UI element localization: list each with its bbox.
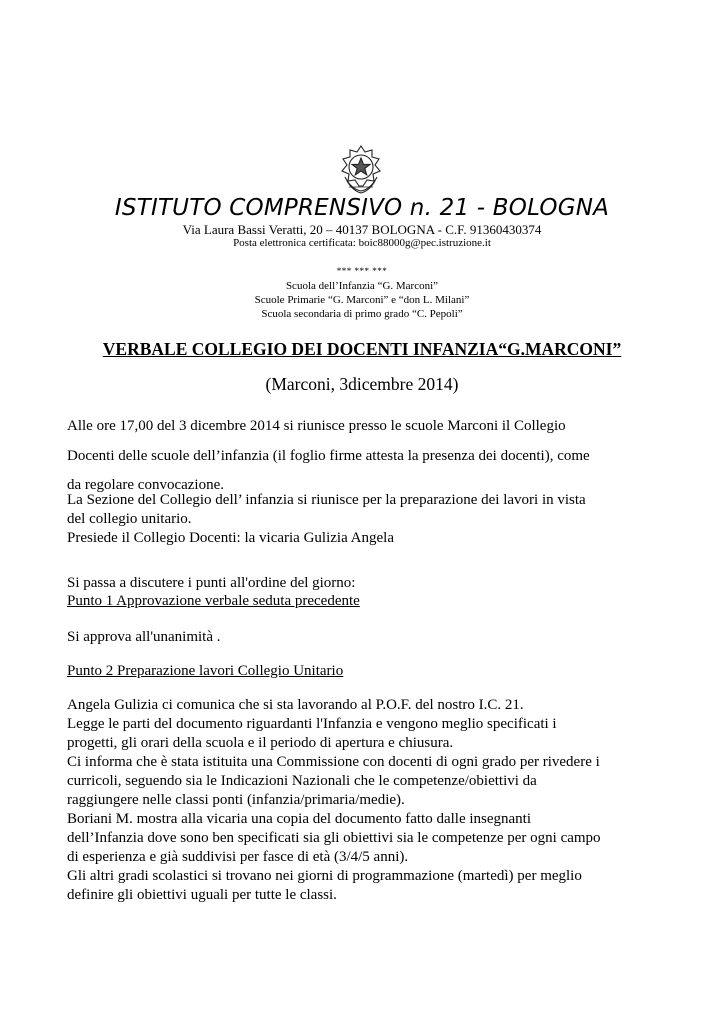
school-name: Scuola dell’Infanzia “G. Marconi” — [285, 280, 439, 292]
italian-republic-emblem-icon — [337, 143, 385, 195]
text-line: curricoli, seguendo sia le Indicazioni Nazionali che le competenze/obiettivi da — [67, 773, 537, 789]
text-line: Presiede il Collegio Docenti: la vicaria Gulizia Angela — [67, 530, 394, 546]
institute-address: Via Laura Bassi Veratti, 20 – 40137 BOLOGNA - C.F. 91360430374 — [182, 222, 542, 237]
text-line: progetti, gli orari della scuola e il periodo di apertura e chiusura. — [67, 735, 454, 751]
text-line: Angela Gulizia ci comunica che si sta lavorando al P.O.F. del nostro I.C. 21. — [67, 697, 524, 713]
point2-body — [67, 696, 657, 905]
text-line: Docenti delle scuole dell’infanzia (il foglio firme attesta la presenza dei docenti), come — [67, 447, 590, 464]
school-name: Scuola secondaria di primo grado “C. Pepoli” — [261, 308, 463, 320]
separator: *** *** *** — [336, 266, 388, 276]
text-line: Alle ore 17,00 del 3 dicembre 2014 si riunisce presso le scuole Marconi il Collegio — [67, 418, 566, 434]
point2-title: Punto 2 Preparazione lavori Collegio Unitario — [67, 663, 344, 679]
intro-paragraph — [67, 412, 657, 501]
text-line: definire gli obiettivi uguali per tutte le classi. — [67, 887, 337, 903]
document-heading: VERBALE COLLEGIO DEI DOCENTI INFANZIA“G.MARCONI” — [102, 339, 622, 359]
point1-title: Punto 1 Approvazione verbale seduta precedente — [67, 593, 360, 609]
section-paragraph — [67, 491, 657, 548]
school-name: Scuole Primarie “G. Marconi” e “don L. Milani” — [254, 294, 470, 306]
text-line: Legge le parti del documento riguardanti l'Infanzia e vengono meglio specificati i — [67, 716, 557, 732]
text-line: del collegio unitario. — [67, 511, 192, 527]
point1-result: Si approva all'unanimità . — [67, 629, 221, 645]
text-line: Ci informa che è stata istituita una Commissione con docenti di ogni grado per rivedere i — [67, 754, 600, 770]
institute-title: ISTITUTO COMPRENSIVO n. 21 - BOLOGNA — [114, 195, 610, 221]
text-line: da regolare convocazione. — [67, 477, 224, 493]
agenda-intro: Si passa a discutere i punti all'ordine del giorno: — [67, 575, 356, 591]
text-line: Boriani M. mostra alla vicaria una copia del documento fatto dalle insegnanti — [67, 811, 532, 827]
text-line: Gli altri gradi scolastici si trovano nei giorni di programmazione (martedì) per meglio — [67, 868, 582, 884]
text-line: La Sezione del Collegio dell’ infanzia si riunisce per la preparazione dei lavori in vista — [67, 492, 586, 508]
document-date: (Marconi, 3dicembre 2014) — [265, 374, 459, 394]
text-line: dell’Infanzia dove sono ben specificati sia gli obiettivi sia le competenze per ogni campo — [67, 830, 601, 846]
text-line: di esperienza e già suddivisi per fasce di età (3/4/5 anni). — [67, 849, 409, 865]
pec-email: Posta elettronica certificata: boic88000g@pec.istruzione.it — [233, 237, 491, 249]
text-line: raggiungere nelle classi ponti (infanzia/primaria/medie). — [67, 792, 405, 808]
